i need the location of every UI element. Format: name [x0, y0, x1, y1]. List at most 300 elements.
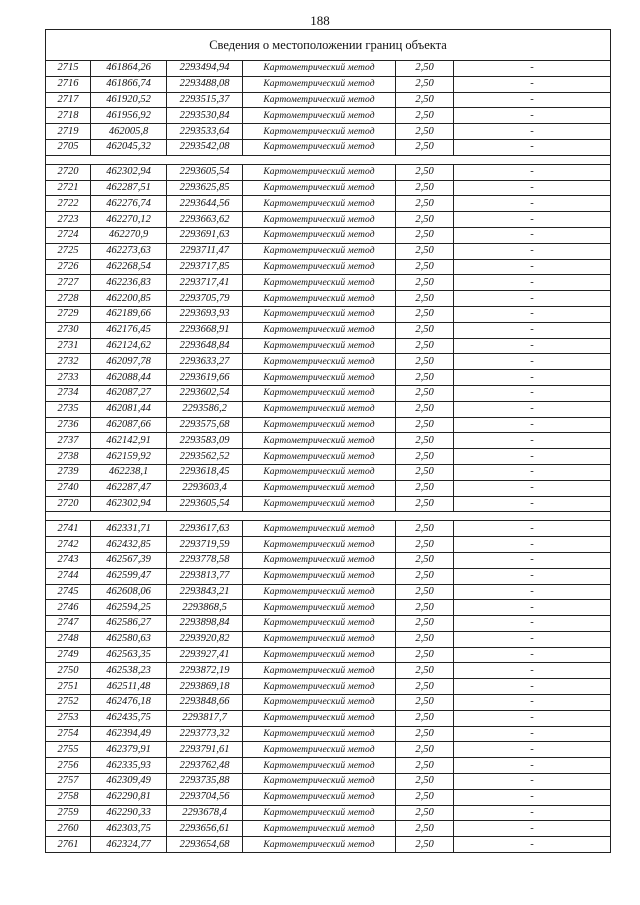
- method-cell: Картометрический метод: [243, 243, 396, 259]
- point-number-cell: 2733: [46, 370, 91, 386]
- table-row: [46, 449, 611, 465]
- x-coordinate-cell: 462538,23: [91, 663, 167, 679]
- x-coordinate-cell: 462594,25: [91, 600, 167, 616]
- note-cell: -: [454, 124, 611, 140]
- point-number-cell: 2720: [46, 496, 91, 512]
- point-number-cell: 2715: [46, 61, 91, 77]
- y-coordinate-cell: 2293494,94: [167, 61, 243, 77]
- table-row: [46, 789, 611, 805]
- method-cell: Картометрический метод: [243, 124, 396, 140]
- table-row: [46, 837, 611, 853]
- y-coordinate-cell: 2293603,4: [167, 480, 243, 496]
- point-number-cell: 2756: [46, 758, 91, 774]
- method-cell: Картометрический метод: [243, 537, 396, 553]
- x-coordinate-cell: 462599,47: [91, 568, 167, 584]
- table-row: [46, 480, 611, 496]
- note-cell: -: [454, 710, 611, 726]
- note-cell: -: [454, 726, 611, 742]
- point-number-cell: 2760: [46, 821, 91, 837]
- y-coordinate-cell: 2293773,32: [167, 726, 243, 742]
- table-row: [46, 821, 611, 837]
- x-coordinate-cell: 462088,44: [91, 370, 167, 386]
- point-number-cell: 2735: [46, 401, 91, 417]
- y-coordinate-cell: 2293717,41: [167, 275, 243, 291]
- accuracy-cell: 2,50: [396, 449, 454, 465]
- note-cell: -: [454, 758, 611, 774]
- point-number-cell: 2742: [46, 537, 91, 553]
- method-cell: Картометрический метод: [243, 616, 396, 632]
- method-cell: Картометрический метод: [243, 417, 396, 433]
- note-cell: -: [454, 227, 611, 243]
- accuracy-cell: 2,50: [396, 695, 454, 711]
- y-coordinate-cell: 2293868,5: [167, 600, 243, 616]
- y-coordinate-cell: 2293719,59: [167, 537, 243, 553]
- accuracy-cell: 2,50: [396, 124, 454, 140]
- point-number-cell: 2722: [46, 196, 91, 212]
- x-coordinate-cell: 462608,06: [91, 584, 167, 600]
- table-row: [46, 164, 611, 180]
- accuracy-cell: 2,50: [396, 805, 454, 821]
- x-coordinate-cell: 462303,75: [91, 821, 167, 837]
- method-cell: Картометрический метод: [243, 354, 396, 370]
- note-cell: -: [454, 774, 611, 790]
- point-number-cell: 2724: [46, 227, 91, 243]
- point-number-cell: 2746: [46, 600, 91, 616]
- x-coordinate-cell: 462302,94: [91, 496, 167, 512]
- note-cell: -: [454, 480, 611, 496]
- table-row: [46, 61, 611, 77]
- table-row: [46, 196, 611, 212]
- y-coordinate-cell: 2293711,47: [167, 243, 243, 259]
- method-cell: Картометрический метод: [243, 568, 396, 584]
- accuracy-cell: 2,50: [396, 259, 454, 275]
- y-coordinate-cell: 2293717,85: [167, 259, 243, 275]
- method-cell: Картометрический метод: [243, 108, 396, 124]
- table-row: [46, 433, 611, 449]
- method-cell: Картометрический метод: [243, 837, 396, 853]
- y-coordinate-cell: 2293691,63: [167, 227, 243, 243]
- note-cell: -: [454, 196, 611, 212]
- y-coordinate-cell: 2293693,93: [167, 306, 243, 322]
- note-cell: -: [454, 789, 611, 805]
- note-cell: -: [454, 464, 611, 480]
- note-cell: -: [454, 584, 611, 600]
- y-coordinate-cell: 2293778,58: [167, 552, 243, 568]
- y-coordinate-cell: 2293920,82: [167, 631, 243, 647]
- method-cell: Картометрический метод: [243, 710, 396, 726]
- point-number-cell: 2734: [46, 385, 91, 401]
- y-coordinate-cell: 2293586,2: [167, 401, 243, 417]
- table-header-row: [46, 30, 611, 61]
- x-coordinate-cell: 461920,52: [91, 92, 167, 108]
- note-cell: -: [454, 663, 611, 679]
- point-number-cell: 2738: [46, 449, 91, 465]
- table-row: [46, 663, 611, 679]
- y-coordinate-cell: 2293678,4: [167, 805, 243, 821]
- method-cell: Картометрический метод: [243, 695, 396, 711]
- accuracy-cell: 2,50: [396, 663, 454, 679]
- method-cell: Картометрический метод: [243, 600, 396, 616]
- accuracy-cell: 2,50: [396, 61, 454, 77]
- accuracy-cell: 2,50: [396, 433, 454, 449]
- point-number-cell: 2717: [46, 92, 91, 108]
- accuracy-cell: 2,50: [396, 92, 454, 108]
- note-cell: -: [454, 552, 611, 568]
- method-cell: Картометрический метод: [243, 805, 396, 821]
- table-row: [46, 616, 611, 632]
- accuracy-cell: 2,50: [396, 243, 454, 259]
- y-coordinate-cell: 2293533,64: [167, 124, 243, 140]
- x-coordinate-cell: 462268,54: [91, 259, 167, 275]
- y-coordinate-cell: 2293791,61: [167, 742, 243, 758]
- point-number-cell: 2729: [46, 306, 91, 322]
- point-number-cell: 2730: [46, 322, 91, 338]
- x-coordinate-cell: 462005,8: [91, 124, 167, 140]
- method-cell: Картометрический метод: [243, 433, 396, 449]
- x-coordinate-cell: 462142,91: [91, 433, 167, 449]
- note-cell: -: [454, 433, 611, 449]
- accuracy-cell: 2,50: [396, 354, 454, 370]
- point-number-cell: 2721: [46, 180, 91, 196]
- y-coordinate-cell: 2293542,08: [167, 139, 243, 155]
- method-cell: Картометрический метод: [243, 338, 396, 354]
- x-coordinate-cell: 462159,92: [91, 449, 167, 465]
- y-coordinate-cell: 2293817,7: [167, 710, 243, 726]
- note-cell: -: [454, 370, 611, 386]
- note-cell: -: [454, 568, 611, 584]
- x-coordinate-cell: 462511,48: [91, 679, 167, 695]
- point-number-cell: 2705: [46, 139, 91, 155]
- y-coordinate-cell: 2293813,77: [167, 568, 243, 584]
- method-cell: Картометрический метод: [243, 464, 396, 480]
- point-number-cell: 2761: [46, 837, 91, 853]
- y-coordinate-cell: 2293648,84: [167, 338, 243, 354]
- y-coordinate-cell: 2293848,66: [167, 695, 243, 711]
- point-number-cell: 2758: [46, 789, 91, 805]
- method-cell: Картометрический метод: [243, 584, 396, 600]
- table-row: [46, 568, 611, 584]
- accuracy-cell: 2,50: [396, 821, 454, 837]
- table-row: [46, 726, 611, 742]
- method-cell: Картометрический метод: [243, 92, 396, 108]
- method-cell: Картометрический метод: [243, 758, 396, 774]
- note-cell: -: [454, 417, 611, 433]
- table-row: [46, 354, 611, 370]
- y-coordinate-cell: 2293488,08: [167, 76, 243, 92]
- note-cell: -: [454, 306, 611, 322]
- note-cell: -: [454, 108, 611, 124]
- accuracy-cell: 2,50: [396, 710, 454, 726]
- accuracy-cell: 2,50: [396, 139, 454, 155]
- note-cell: -: [454, 821, 611, 837]
- accuracy-cell: 2,50: [396, 212, 454, 228]
- y-coordinate-cell: 2293705,79: [167, 291, 243, 307]
- accuracy-cell: 2,50: [396, 584, 454, 600]
- point-number-cell: 2759: [46, 805, 91, 821]
- point-number-cell: 2726: [46, 259, 91, 275]
- accuracy-cell: 2,50: [396, 164, 454, 180]
- note-cell: -: [454, 742, 611, 758]
- accuracy-cell: 2,50: [396, 196, 454, 212]
- y-coordinate-cell: 2293515,37: [167, 92, 243, 108]
- accuracy-cell: 2,50: [396, 338, 454, 354]
- accuracy-cell: 2,50: [396, 631, 454, 647]
- x-coordinate-cell: 462394,49: [91, 726, 167, 742]
- accuracy-cell: 2,50: [396, 726, 454, 742]
- table-row: [46, 180, 611, 196]
- table-row: [46, 742, 611, 758]
- method-cell: Картометрический метод: [243, 726, 396, 742]
- note-cell: -: [454, 616, 611, 632]
- y-coordinate-cell: 2293605,54: [167, 496, 243, 512]
- separator-cell: [46, 155, 611, 164]
- table-row: [46, 401, 611, 417]
- point-number-cell: 2743: [46, 552, 91, 568]
- x-coordinate-cell: 462081,44: [91, 401, 167, 417]
- point-number-cell: 2739: [46, 464, 91, 480]
- point-number-cell: 2737: [46, 433, 91, 449]
- table-row: [46, 76, 611, 92]
- note-cell: -: [454, 243, 611, 259]
- point-number-cell: 2727: [46, 275, 91, 291]
- method-cell: Картометрический метод: [243, 275, 396, 291]
- method-cell: Картометрический метод: [243, 774, 396, 790]
- accuracy-cell: 2,50: [396, 76, 454, 92]
- x-coordinate-cell: 462290,81: [91, 789, 167, 805]
- method-cell: Картометрический метод: [243, 552, 396, 568]
- method-cell: Картометрический метод: [243, 449, 396, 465]
- x-coordinate-cell: 462435,75: [91, 710, 167, 726]
- group-separator: [46, 155, 611, 164]
- x-coordinate-cell: 462124,62: [91, 338, 167, 354]
- x-coordinate-cell: 462290,33: [91, 805, 167, 821]
- accuracy-cell: 2,50: [396, 774, 454, 790]
- table-row: [46, 275, 611, 291]
- x-coordinate-cell: 462563,35: [91, 647, 167, 663]
- x-coordinate-cell: 461956,92: [91, 108, 167, 124]
- table-row: [46, 212, 611, 228]
- accuracy-cell: 2,50: [396, 227, 454, 243]
- y-coordinate-cell: 2293762,48: [167, 758, 243, 774]
- point-number-cell: 2732: [46, 354, 91, 370]
- accuracy-cell: 2,50: [396, 679, 454, 695]
- table-row: [46, 259, 611, 275]
- table-row: [46, 710, 611, 726]
- x-coordinate-cell: 462379,91: [91, 742, 167, 758]
- table-row: [46, 464, 611, 480]
- method-cell: Картометрический метод: [243, 259, 396, 275]
- x-coordinate-cell: 462432,85: [91, 537, 167, 553]
- point-number-cell: 2753: [46, 710, 91, 726]
- x-coordinate-cell: 462476,18: [91, 695, 167, 711]
- point-number-cell: 2757: [46, 774, 91, 790]
- point-number-cell: 2754: [46, 726, 91, 742]
- note-cell: -: [454, 537, 611, 553]
- note-cell: -: [454, 164, 611, 180]
- table-title: Сведения о местоположении границ объекта: [46, 30, 611, 61]
- y-coordinate-cell: 2293656,61: [167, 821, 243, 837]
- point-number-cell: 2719: [46, 124, 91, 140]
- y-coordinate-cell: 2293605,54: [167, 164, 243, 180]
- method-cell: Картометрический метод: [243, 789, 396, 805]
- point-number-cell: 2731: [46, 338, 91, 354]
- accuracy-cell: 2,50: [396, 180, 454, 196]
- note-cell: -: [454, 139, 611, 155]
- note-cell: -: [454, 338, 611, 354]
- method-cell: Картометрический метод: [243, 291, 396, 307]
- note-cell: -: [454, 385, 611, 401]
- method-cell: Картометрический метод: [243, 679, 396, 695]
- x-coordinate-cell: 461866,74: [91, 76, 167, 92]
- accuracy-cell: 2,50: [396, 568, 454, 584]
- y-coordinate-cell: 2293654,68: [167, 837, 243, 853]
- accuracy-cell: 2,50: [396, 275, 454, 291]
- point-number-cell: 2740: [46, 480, 91, 496]
- table-row: [46, 417, 611, 433]
- note-cell: -: [454, 212, 611, 228]
- note-cell: -: [454, 401, 611, 417]
- accuracy-cell: 2,50: [396, 537, 454, 553]
- table-row: [46, 385, 611, 401]
- table-row: [46, 291, 611, 307]
- table-row: [46, 338, 611, 354]
- x-coordinate-cell: 462236,83: [91, 275, 167, 291]
- note-cell: -: [454, 180, 611, 196]
- method-cell: Картометрический метод: [243, 647, 396, 663]
- note-cell: -: [454, 695, 611, 711]
- accuracy-cell: 2,50: [396, 464, 454, 480]
- y-coordinate-cell: 2293583,09: [167, 433, 243, 449]
- y-coordinate-cell: 2293927,41: [167, 647, 243, 663]
- table-row: [46, 139, 611, 155]
- accuracy-cell: 2,50: [396, 521, 454, 537]
- y-coordinate-cell: 2293617,63: [167, 521, 243, 537]
- table-row: [46, 521, 611, 537]
- page-number: 188: [310, 13, 330, 28]
- y-coordinate-cell: 2293618,45: [167, 464, 243, 480]
- point-number-cell: 2745: [46, 584, 91, 600]
- note-cell: -: [454, 322, 611, 338]
- x-coordinate-cell: 462302,94: [91, 164, 167, 180]
- accuracy-cell: 2,50: [396, 385, 454, 401]
- table-row: [46, 600, 611, 616]
- y-coordinate-cell: 2293869,18: [167, 679, 243, 695]
- x-coordinate-cell: 462586,27: [91, 616, 167, 632]
- table-body: [46, 30, 611, 853]
- method-cell: Картометрический метод: [243, 385, 396, 401]
- accuracy-cell: 2,50: [396, 837, 454, 853]
- accuracy-cell: 2,50: [396, 322, 454, 338]
- y-coordinate-cell: 2293735,88: [167, 774, 243, 790]
- y-coordinate-cell: 2293625,85: [167, 180, 243, 196]
- x-coordinate-cell: 462331,71: [91, 521, 167, 537]
- point-number-cell: 2718: [46, 108, 91, 124]
- x-coordinate-cell: 462087,27: [91, 385, 167, 401]
- table-row: [46, 322, 611, 338]
- note-cell: -: [454, 449, 611, 465]
- accuracy-cell: 2,50: [396, 742, 454, 758]
- note-cell: -: [454, 600, 611, 616]
- x-coordinate-cell: 462097,78: [91, 354, 167, 370]
- accuracy-cell: 2,50: [396, 552, 454, 568]
- table-row: [46, 695, 611, 711]
- y-coordinate-cell: 2293633,27: [167, 354, 243, 370]
- method-cell: Картометрический метод: [243, 61, 396, 77]
- x-coordinate-cell: 462200,85: [91, 291, 167, 307]
- method-cell: Картометрический метод: [243, 370, 396, 386]
- y-coordinate-cell: 2293530,84: [167, 108, 243, 124]
- boundary-points-table: [45, 29, 611, 853]
- y-coordinate-cell: 2293898,84: [167, 616, 243, 632]
- y-coordinate-cell: 2293562,52: [167, 449, 243, 465]
- accuracy-cell: 2,50: [396, 291, 454, 307]
- point-number-cell: 2716: [46, 76, 91, 92]
- note-cell: -: [454, 496, 611, 512]
- x-coordinate-cell: 462270,12: [91, 212, 167, 228]
- note-cell: -: [454, 647, 611, 663]
- table-row: [46, 496, 611, 512]
- method-cell: Картометрический метод: [243, 663, 396, 679]
- method-cell: Картометрический метод: [243, 306, 396, 322]
- y-coordinate-cell: 2293619,66: [167, 370, 243, 386]
- table-row: [46, 124, 611, 140]
- accuracy-cell: 2,50: [396, 306, 454, 322]
- x-coordinate-cell: 462580,63: [91, 631, 167, 647]
- table-row: [46, 647, 611, 663]
- table-row: [46, 243, 611, 259]
- table-row: [46, 370, 611, 386]
- accuracy-cell: 2,50: [396, 789, 454, 805]
- x-coordinate-cell: 462287,51: [91, 180, 167, 196]
- method-cell: Картометрический метод: [243, 480, 396, 496]
- point-number-cell: 2741: [46, 521, 91, 537]
- y-coordinate-cell: 2293663,62: [167, 212, 243, 228]
- y-coordinate-cell: 2293602,54: [167, 385, 243, 401]
- x-coordinate-cell: 462087,66: [91, 417, 167, 433]
- table-row: [46, 805, 611, 821]
- x-coordinate-cell: 461864,26: [91, 61, 167, 77]
- table-row: [46, 552, 611, 568]
- x-coordinate-cell: 462567,39: [91, 552, 167, 568]
- table-row: [46, 679, 611, 695]
- x-coordinate-cell: 462176,45: [91, 322, 167, 338]
- x-coordinate-cell: 462287,47: [91, 480, 167, 496]
- method-cell: Картометрический метод: [243, 212, 396, 228]
- table-row: [46, 631, 611, 647]
- x-coordinate-cell: 462309,49: [91, 774, 167, 790]
- point-number-cell: 2752: [46, 695, 91, 711]
- y-coordinate-cell: 2293843,21: [167, 584, 243, 600]
- x-coordinate-cell: 462189,66: [91, 306, 167, 322]
- method-cell: Картометрический метод: [243, 821, 396, 837]
- method-cell: Картометрический метод: [243, 401, 396, 417]
- x-coordinate-cell: 462238,1: [91, 464, 167, 480]
- note-cell: -: [454, 521, 611, 537]
- method-cell: Картометрический метод: [243, 180, 396, 196]
- group-separator: [46, 512, 611, 521]
- table-row: [46, 227, 611, 243]
- separator-cell: [46, 512, 611, 521]
- point-number-cell: 2723: [46, 212, 91, 228]
- point-number-cell: 2755: [46, 742, 91, 758]
- method-cell: Картометрический метод: [243, 521, 396, 537]
- accuracy-cell: 2,50: [396, 600, 454, 616]
- point-number-cell: 2728: [46, 291, 91, 307]
- accuracy-cell: 2,50: [396, 370, 454, 386]
- table-row: [46, 92, 611, 108]
- point-number-cell: 2720: [46, 164, 91, 180]
- point-number-cell: 2747: [46, 616, 91, 632]
